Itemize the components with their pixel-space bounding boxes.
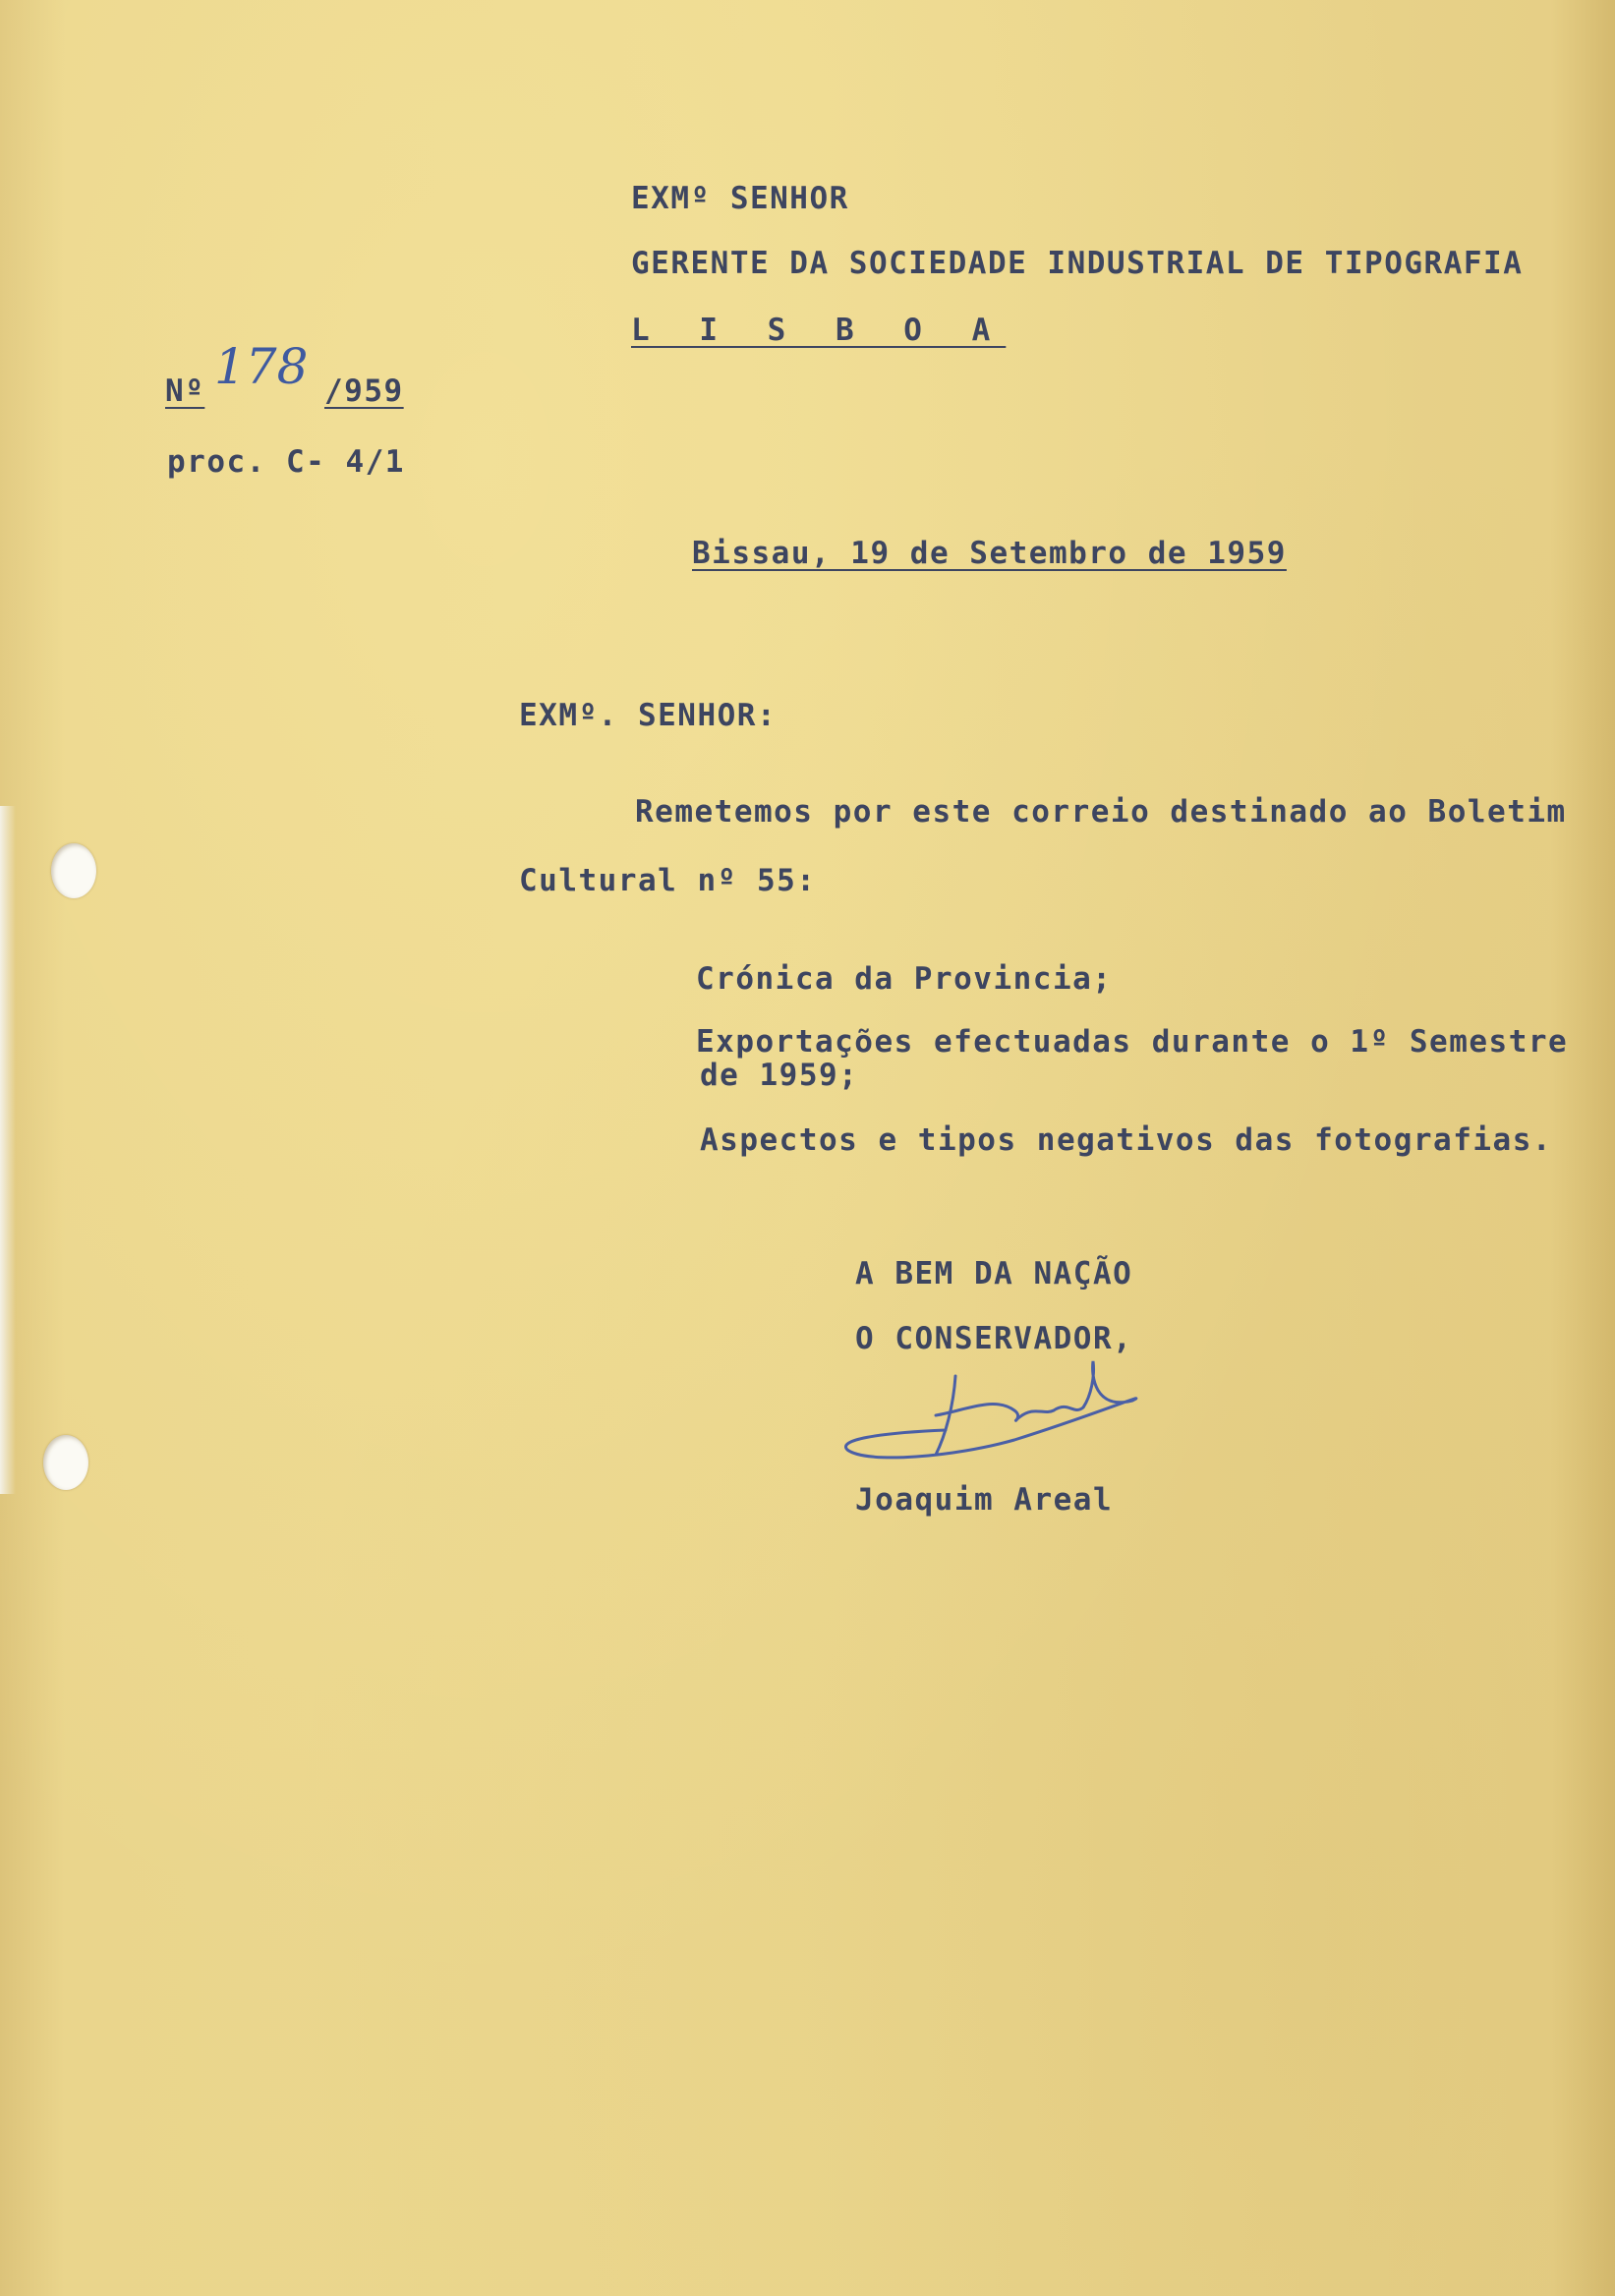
list-item: Crónica da Provincia; [696,961,1113,997]
torn-left-edge [0,806,16,1494]
address-salutation: EXMº SENHOR [631,181,849,216]
signatory-name: Joaquim Areal [855,1482,1114,1518]
punch-hole-bottom [43,1435,88,1490]
list-item: Exportações efectuadas durante o 1º Semestre [696,1024,1569,1060]
address-recipient: GERENTE DA SOCIEDADE INDUSTRIAL DE TIPOGRAFIA [631,246,1524,281]
list-item: Aspectos e tipos negativos das fotografias. [700,1122,1553,1158]
greeting: EXMº. SENHOR: [519,698,778,733]
paragraph-line-2: Cultural nº 55: [519,863,817,898]
handwritten-signature [837,1356,1152,1484]
address-city: L I S B O A [631,313,1007,348]
closing-title: O CONSERVADOR, [855,1321,1133,1356]
reference-number-prefix: Nº [165,373,205,409]
date-line: Bissau, 19 de Setembro de 1959 [692,536,1287,571]
reference-proc: proc. C- 4/1 [167,444,405,480]
reference-year: /959 [324,373,404,409]
reference-number-handwritten: 178 [214,338,309,395]
list-item: de 1959; [700,1058,859,1093]
paragraph-line-1: Remetemos por este correio destinado ao Boletim [635,794,1567,830]
closing-motto: A BEM DA NAÇÃO [855,1256,1133,1292]
punch-hole-top [51,843,96,898]
